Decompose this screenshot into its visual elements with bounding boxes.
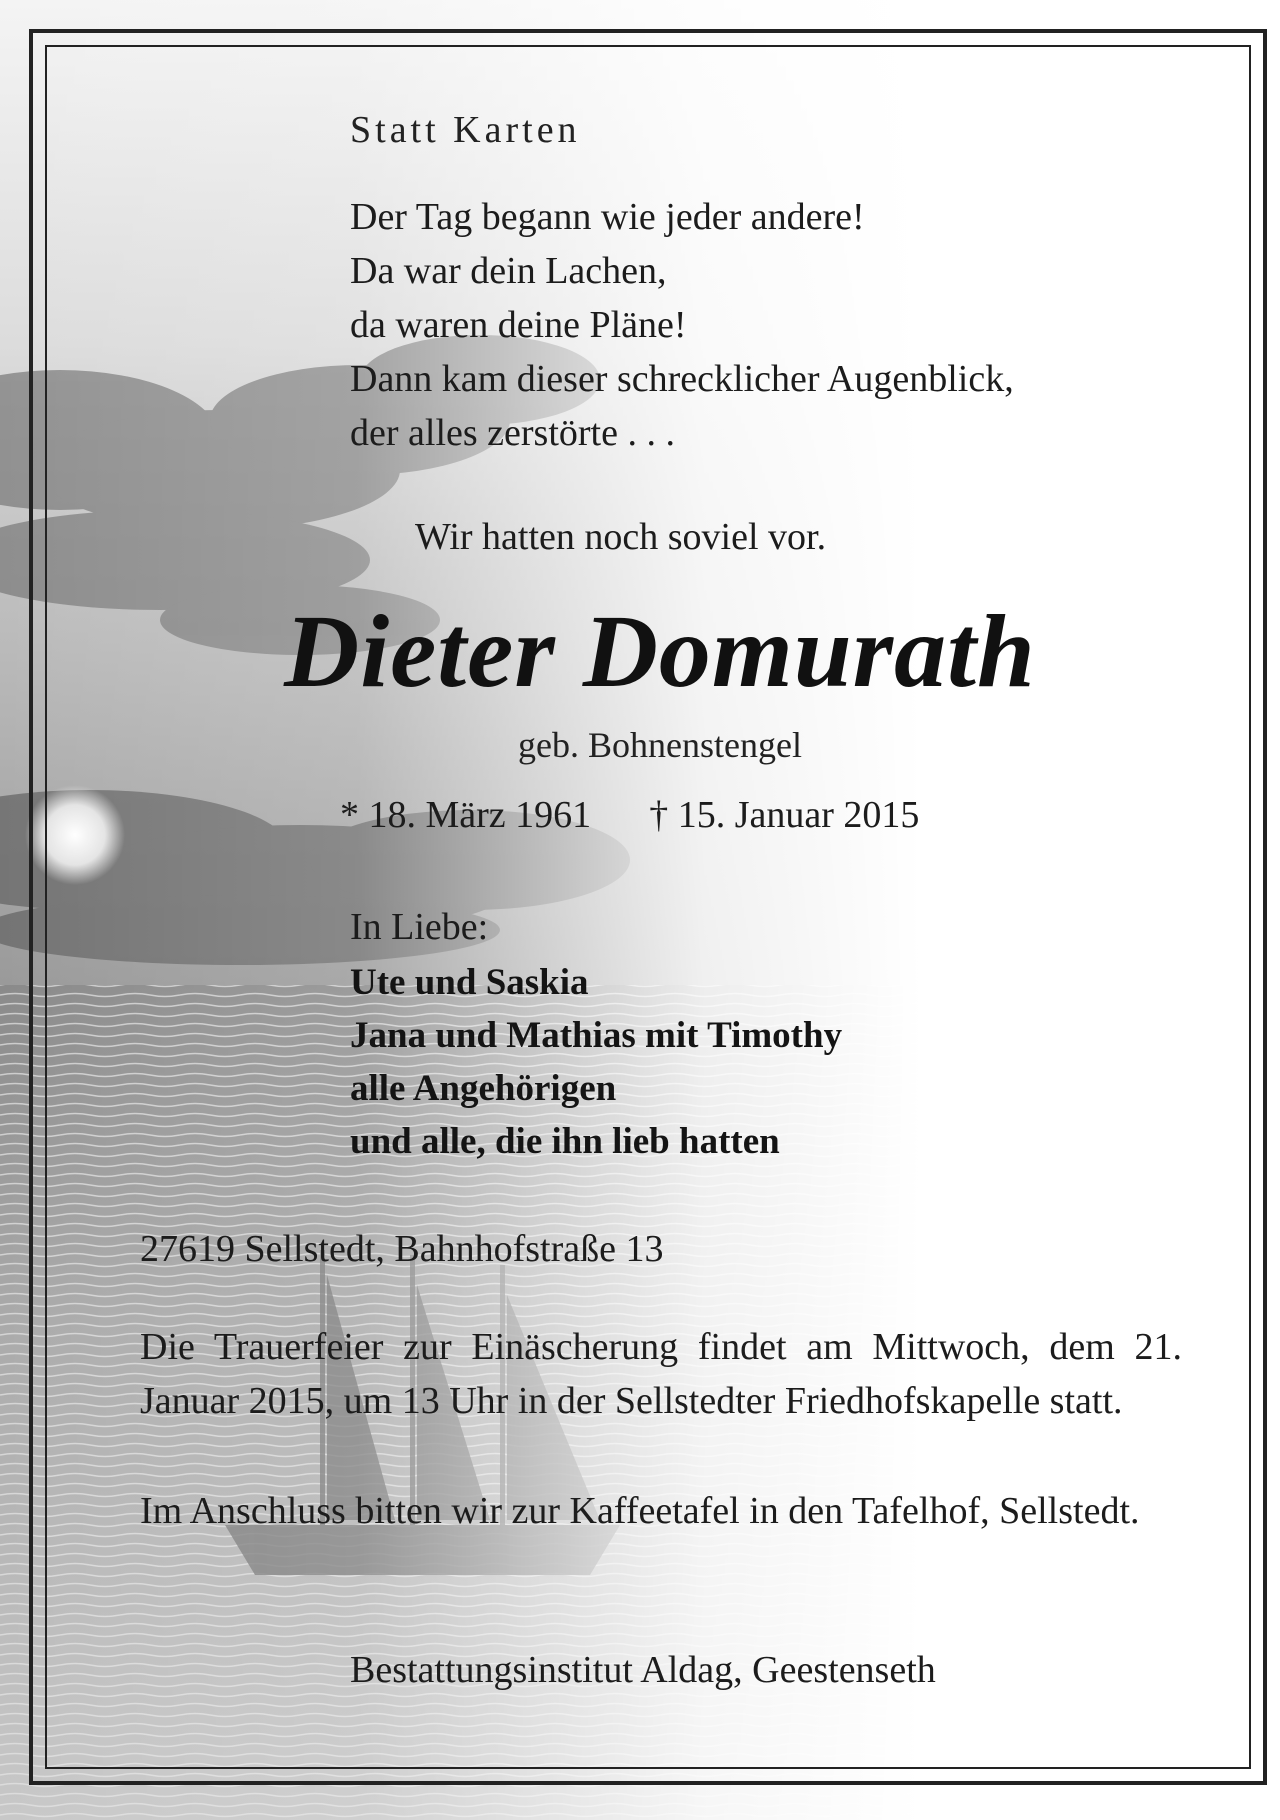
closing-line: Wir hatten noch soviel vor. [415,516,827,558]
poem-line: Dann kam dieser schrecklicher Augenblick, [350,358,1014,400]
undertaker: Bestattungsinstitut Aldag, Geestenseth [350,1649,936,1691]
death-date: † 15. Januar 2015 [649,794,920,836]
poem [350,190,1014,460]
notice-heading: Statt Karten [350,109,581,151]
poem-line: der alles zerstörte . . . [350,412,675,454]
deceased-name: Dieter Domurath [284,594,1036,709]
poem-line: da waren deine Pläne! [350,304,687,346]
mourner: Jana und Mathias mit Timothy [350,1015,843,1056]
address: 27619 Sellstedt, Bahnhofstraße 13 [140,1228,664,1270]
mourner: alle Angehörigen [350,1068,617,1109]
poem-line: Der Tag begann wie jeder andere! [350,196,865,238]
love-label: In Liebe: [350,906,489,948]
life-dates [340,793,919,837]
birth-date: * 18. März 1961 [340,794,592,836]
mourners-list [350,956,842,1168]
mourner: und alle, die ihn lieb hatten [350,1121,780,1162]
mourner: Ute und Saskia [350,962,589,1003]
funeral-info: Die Trauerfeier zur Einäscherung findet am Mittwoch, dem 21. Januar 2015, um 13 Uhr in der Sellstedter Friedhofskapelle statt. [140,1326,1182,1422]
reception-info: Im Anschluss bitten wir zur Kaffeetafel in den Tafelhof, Sellstedt. [140,1490,1140,1532]
birth-name: geb. Bohnenstengel [518,725,802,765]
poem-line: Da war dein Lachen, [350,250,667,292]
